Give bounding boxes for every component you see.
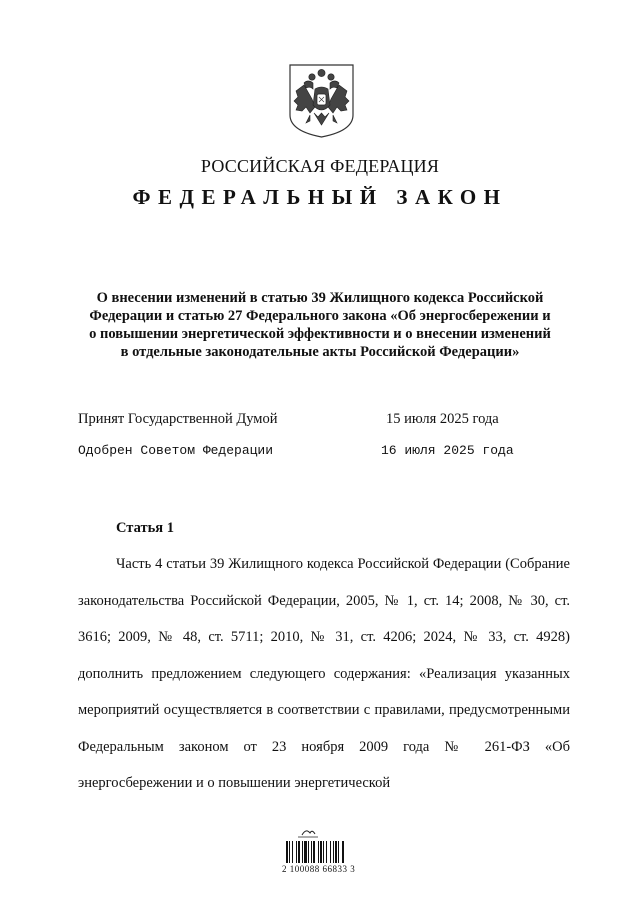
law-title bbox=[70, 289, 570, 361]
barcode-number: 2 100088 66833 3 bbox=[282, 864, 356, 874]
coat-of-arms-emblem bbox=[288, 63, 355, 139]
duma-adoption-label: Принят Государственной Думой bbox=[78, 411, 278, 427]
country-name: РОССИЙСКАЯ ФЕДЕРАЦИЯ bbox=[200, 156, 440, 176]
article-heading: Статья 1 bbox=[116, 520, 174, 536]
article-paragraph: Часть 4 статьи 39 Жилищного кодекса Российской Федерации (Собрание законодательства Российской Федерации, 2005, № 1, ст. 14; 2008, № 30, ст. 3616; 2009, № 48, ст. 5711; 2010, № 31, ст. 4206; 2024, № 33, ст. 4928) дополнить предложением следующего содержания: «Реализация указанных мероприятий осуществляется в соответствии с правилами, предусмотренными Федеральным законом от 23 ноября 2009 года № 261-ФЗ «Об энергосбережении и о повышении энергетической bbox=[78, 556, 570, 791]
duma-adoption-date: 15 июля 2025 года bbox=[386, 411, 499, 427]
law-title-line: о повышении энергетической эффективности и о внесении изменений bbox=[89, 326, 551, 342]
law-title-line: О внесении изменений в статью 39 Жилищного кодекса Российской bbox=[96, 290, 544, 306]
council-approval-date: 16 июля 2025 года bbox=[381, 443, 514, 458]
document-type: ФЕДЕРАЛЬНЫЙ ЗАКОН bbox=[132, 185, 508, 209]
law-title-line: в отдельные законодательные акты Российской Федерации» bbox=[120, 344, 520, 360]
council-approval-label: Одобрен Советом Федерации bbox=[78, 443, 274, 458]
law-title-line: Федерации и статью 27 Федерального закона «Об энергосбережении и bbox=[89, 308, 551, 324]
